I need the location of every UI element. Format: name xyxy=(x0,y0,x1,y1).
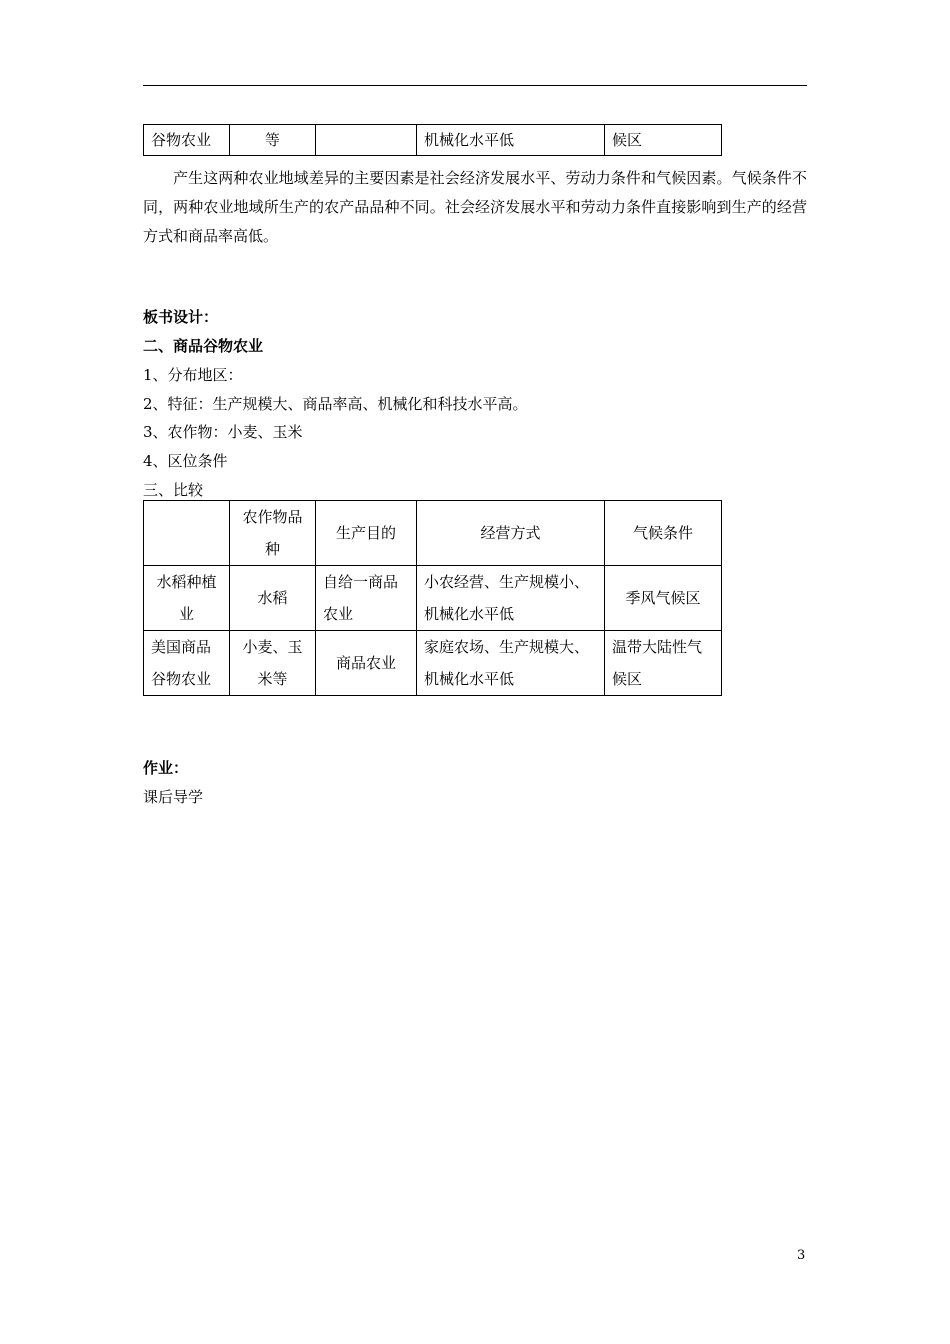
table-cell: 季风气候区 xyxy=(605,566,722,631)
table-cell: 小农经营、生产规模小、机械化水平低 xyxy=(417,566,605,631)
list-item: 4、区位条件 xyxy=(143,452,228,470)
table-cell: 等 xyxy=(230,125,316,156)
table-header-cell: 农作物品种 xyxy=(230,501,316,566)
section-title: 二、商品谷物农业 xyxy=(143,337,264,355)
header-rule xyxy=(143,85,807,86)
table-cell: 谷物农业 xyxy=(144,125,230,156)
table-cell: 候区 xyxy=(605,125,722,156)
table-row xyxy=(144,125,722,156)
table-cell: 温带大陆性气候区 xyxy=(605,631,722,696)
compare-title: 三、比较 xyxy=(143,481,204,499)
table-cell: 小麦、玉米等 xyxy=(230,631,316,696)
table-header-cell: 生产目的 xyxy=(316,501,417,566)
table-cell: 机械化水平低 xyxy=(417,125,605,156)
table-cell: 美国商品谷物农业 xyxy=(144,631,230,696)
table-header-cell xyxy=(144,501,230,566)
list-item: 3、农作物：小麦、玉米 xyxy=(143,423,303,441)
table-cell xyxy=(316,125,417,156)
comparison-table xyxy=(143,500,722,696)
table-header-row xyxy=(144,501,722,566)
table-header-cell: 气候条件 xyxy=(605,501,722,566)
body-paragraph: 产生这两种农业地域差异的主要因素是社会经济发展水平、劳动力条件和气候因素。气候条件不同，两种农业地域所生产的农产品品种不同。社会经济发展水平和劳动力条件直接影响到生产的经营方式和商品率高低。 xyxy=(143,169,807,245)
table-cell: 家庭农场、生产规模大、机械化水平低 xyxy=(417,631,605,696)
list-item: 1、分布地区： xyxy=(143,366,243,384)
table-row xyxy=(144,566,722,631)
page-number: 3 xyxy=(797,1248,806,1263)
list-item: 2、特征：生产规模大、商品率高、机械化和科技水平高。 xyxy=(143,395,528,413)
table-cell: 商品农业 xyxy=(316,631,417,696)
table-cell: 水稻种植业 xyxy=(144,566,230,631)
homework-heading: 作业： xyxy=(143,759,189,777)
table-cell: 水稻 xyxy=(230,566,316,631)
table-row xyxy=(144,631,722,696)
table-cell: 自给一商品农业 xyxy=(316,566,417,631)
continued-table xyxy=(143,124,722,156)
homework-content: 课后导学 xyxy=(143,788,204,806)
board-heading: 板书设计： xyxy=(143,308,219,326)
table-header-cell: 经营方式 xyxy=(417,501,605,566)
